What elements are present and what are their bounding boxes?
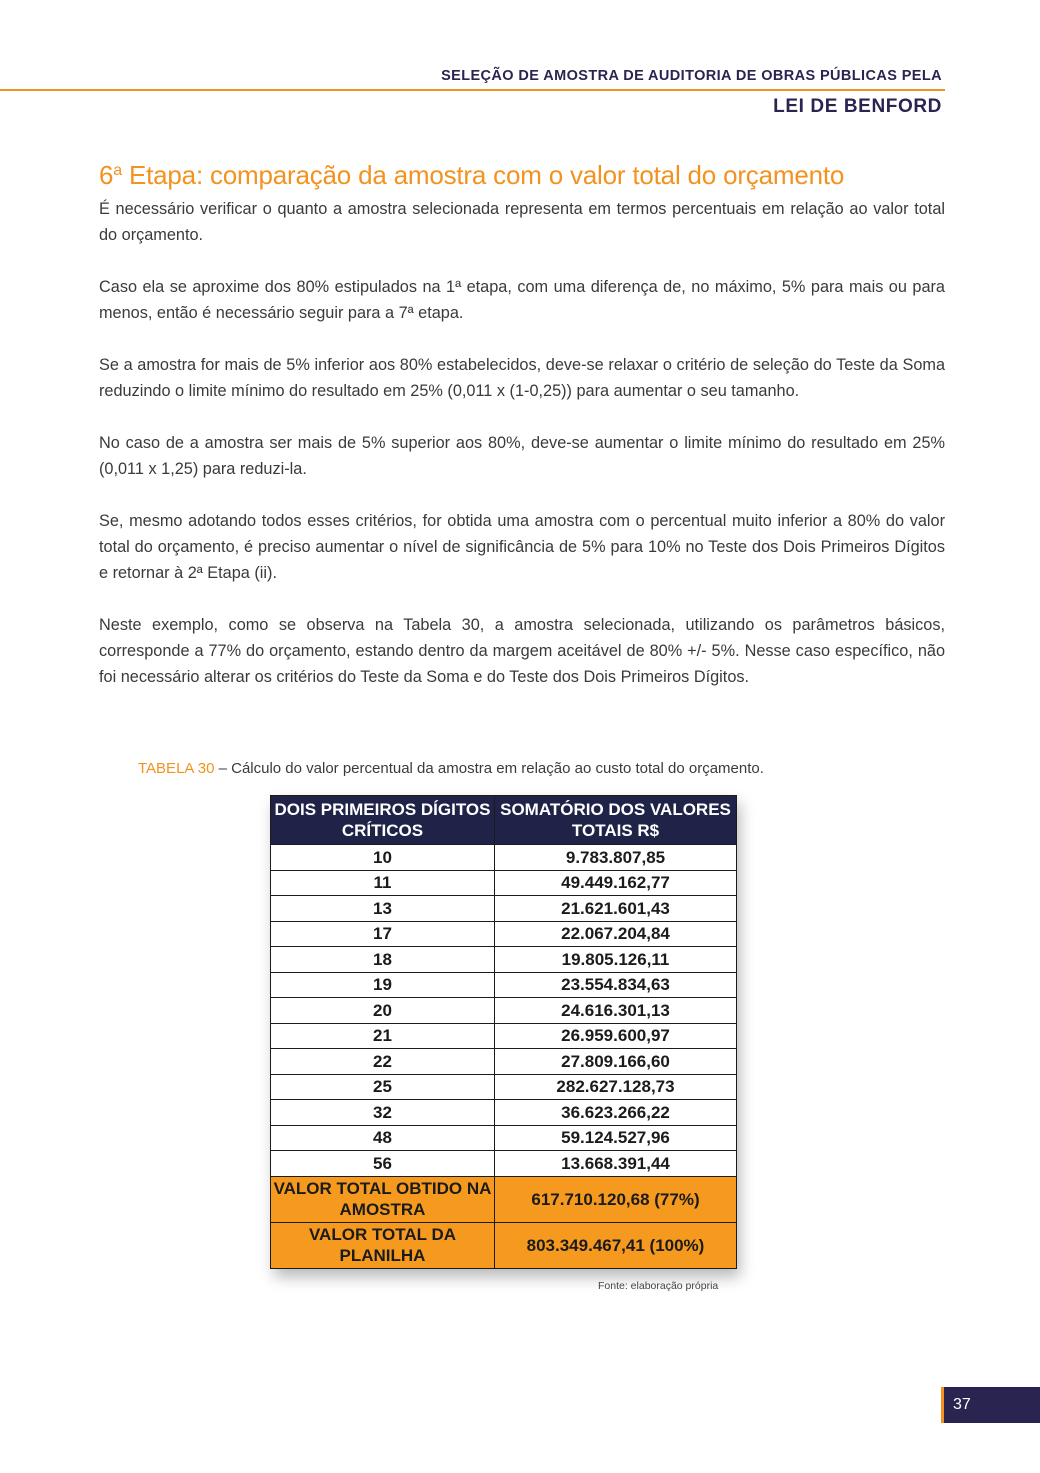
paragraph: Caso ela se aproxime dos 80% estipulados na 1ª etapa, com uma diferença de, no máximo, 5% para mais ou para menos, então é necessário seguir para a 7ª etapa. [99, 278, 945, 322]
table-caption [138, 760, 764, 777]
body-text [99, 196, 945, 716]
table-row [271, 998, 737, 1024]
paragraph: É necessário verificar o quanto a amostra selecionada representa em termos percentuais em relação ao valor total do orçamento. [99, 200, 945, 244]
table-header-sum: SOMATÓRIO DOS VALORES TOTAIS R$ [495, 796, 737, 845]
section-title [99, 160, 844, 191]
table-caption-text: – Cálculo do valor percentual da amostra em relação ao custo total do orçamento. [214, 760, 764, 777]
value-cell: 9.783.807,85 [495, 845, 737, 871]
value-cell: 13.668.391,44 [495, 1151, 737, 1177]
digits-cell: 56 [271, 1151, 495, 1177]
sample-total-row [271, 1176, 737, 1222]
table-row [271, 921, 737, 947]
table-row [271, 1125, 737, 1151]
table-row [271, 1100, 737, 1126]
total-label-cell: VALOR TOTAL DA PLANILHA [271, 1222, 495, 1268]
table-row [271, 845, 737, 871]
section-title-ordinal: a [113, 162, 122, 179]
sheet-total-row [271, 1222, 737, 1268]
digits-cell: 19 [271, 972, 495, 998]
digits-cell: 13 [271, 896, 495, 922]
table-row [271, 1049, 737, 1075]
table-row [271, 972, 737, 998]
running-header-subtitle: LEI DE BENFORD [773, 96, 942, 117]
running-header-title: SELEÇÃO DE AMOSTRA DE AUDITORIA DE OBRAS PÚBLICAS PELA [441, 68, 942, 84]
table-source: Fonte: elaboração própria [598, 1280, 719, 1292]
data-table-container [270, 795, 736, 1269]
page-badge-accent [941, 1387, 944, 1423]
value-cell: 19.805.126,11 [495, 947, 737, 973]
paragraph: No caso de a amostra ser mais de 5% superior aos 80%, deve-se aumentar o limite mínimo do resultado em 25% (0,011 x 1,25) para reduzi-la. [99, 434, 945, 478]
table-header-row [271, 796, 737, 845]
value-cell: 22.067.204,84 [495, 921, 737, 947]
digits-cell: 10 [271, 845, 495, 871]
value-cell: 24.616.301,13 [495, 998, 737, 1024]
paragraph: Se a amostra for mais de 5% inferior aos 80% estabelecidos, deve-se relaxar o critério de seleção do Teste da Soma reduzindo o limite mínimo do resultado em 25% (0,011 x (1-0,25)) para aumentar o seu tamanho. [99, 356, 945, 400]
table-row [271, 1023, 737, 1049]
table-row [271, 1074, 737, 1100]
total-value-cell: 803.349.467,41 (100%) [495, 1222, 737, 1268]
digits-cell: 17 [271, 921, 495, 947]
table-row [271, 1151, 737, 1177]
section-title-number: 6 [99, 160, 114, 190]
table-row [271, 947, 737, 973]
value-cell: 21.621.601,43 [495, 896, 737, 922]
header-rule [0, 89, 945, 91]
digits-cell: 22 [271, 1049, 495, 1075]
total-value-cell: 617.710.120,68 (77%) [495, 1176, 737, 1222]
value-cell: 27.809.166,60 [495, 1049, 737, 1075]
table-row [271, 870, 737, 896]
data-table [270, 795, 737, 1269]
value-cell: 36.623.266,22 [495, 1100, 737, 1126]
page-number: 37 [953, 1396, 971, 1413]
digits-cell: 48 [271, 1125, 495, 1151]
table-header-digits: DOIS PRIMEIROS DÍGITOS CRÍTICOS [271, 796, 495, 845]
table-caption-label: TABELA 30 [138, 760, 215, 777]
value-cell: 23.554.834,63 [495, 972, 737, 998]
digits-cell: 11 [271, 870, 495, 896]
section-title-text: Etapa: comparação da amostra com o valor total do orçamento [121, 160, 845, 190]
digits-cell: 18 [271, 947, 495, 973]
digits-cell: 32 [271, 1100, 495, 1126]
total-label-cell: VALOR TOTAL OBTIDO NA AMOSTRA [271, 1176, 495, 1222]
value-cell: 49.449.162,77 [495, 870, 737, 896]
value-cell: 26.959.600,97 [495, 1023, 737, 1049]
digits-cell: 20 [271, 998, 495, 1024]
digits-cell: 25 [271, 1074, 495, 1100]
paragraph: Se, mesmo adotando todos esses critérios, for obtida uma amostra com o percentual muito inferior a 80% do valor total do orçamento, é preciso aumentar o nível de significância de 5% para 10% no Teste dos Dois Primeiros Dígitos e retornar à 2ª Etapa (ii). [99, 512, 945, 582]
value-cell: 282.627.128,73 [495, 1074, 737, 1100]
digits-cell: 21 [271, 1023, 495, 1049]
paragraph: Neste exemplo, como se observa na Tabela 30, a amostra selecionada, utilizando os parâmetros básicos, corresponde a 77% do orçamento, estando dentro da margem aceitável de 80% +/- 5%. Nesse caso específico, não foi necessário alterar os critérios do Teste da Soma e do Teste dos Dois Primeiros Dígitos. [99, 616, 945, 686]
value-cell: 59.124.527,96 [495, 1125, 737, 1151]
table-row [271, 896, 737, 922]
